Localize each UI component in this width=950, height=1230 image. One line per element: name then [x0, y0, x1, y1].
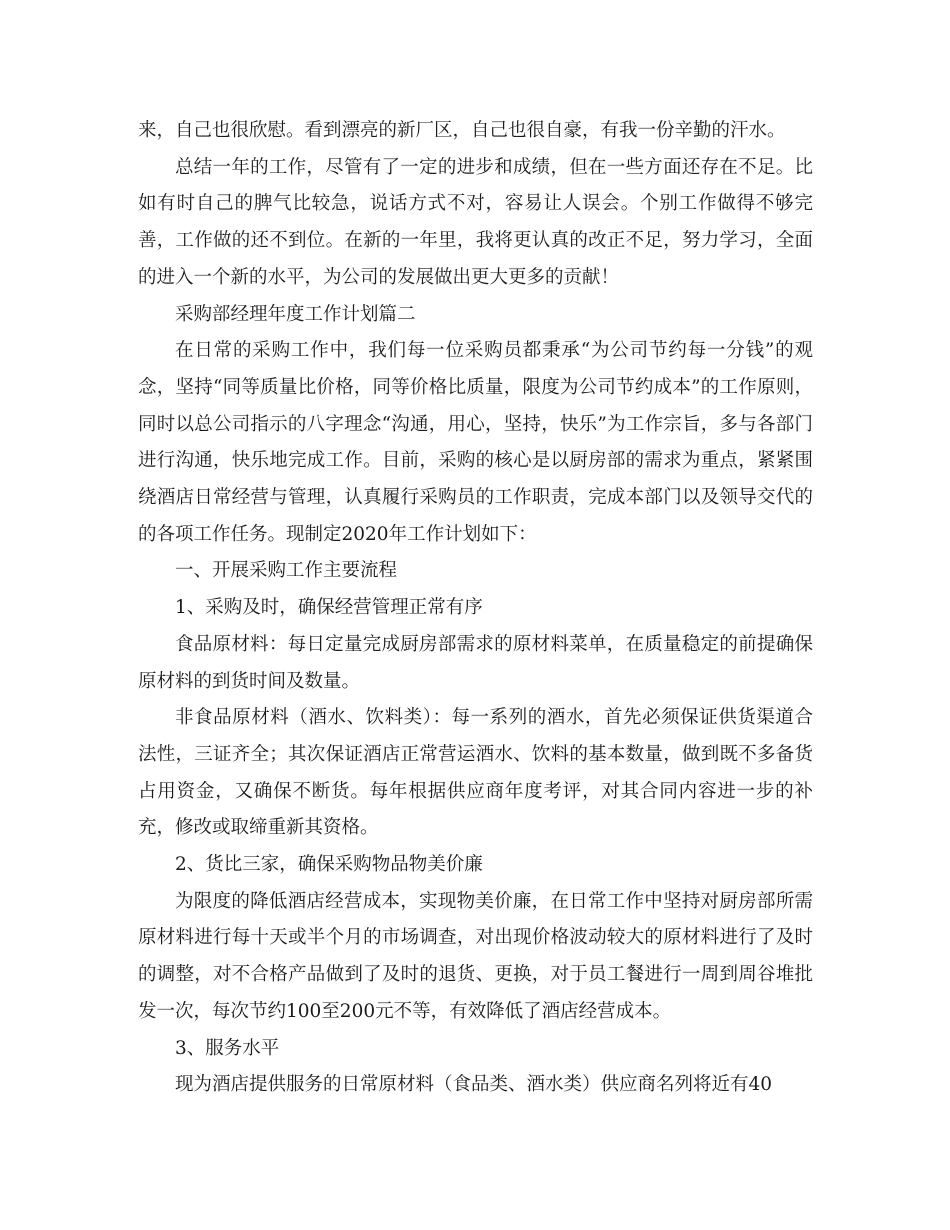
- paragraph-suppliers: 现为酒店提供服务的日常原材料（食品类、酒水类）供应商名列将近有40: [175, 1074, 773, 1096]
- paragraph-cost-control: 为限度的降低酒店经营成本，实现物美价廉，在日常工作中坚持对厨房部所需原材料进行每十天或半个月的市场调查，对出现价格波动较大的原材料进行了及时的调整，对不合格产品做到了及时的退货、更换，对于员工餐进行一周到周谷堆批发一次，每次节约100至200元不等，有效降低了酒店经营成本。: [138, 890, 813, 1022]
- document-body: [138, 113, 813, 1104]
- section-title: 采购部经理年度工作计划篇二: [175, 303, 416, 325]
- heading-item-3: 3、服务水平: [175, 1037, 280, 1059]
- paragraph-food-materials: 食品原材料：每日定量完成厨房部需求的原材料菜单，在质量稳定的前提确保原材料的到货时间及数量。: [138, 633, 813, 692]
- paragraph-intro: 在日常的采购工作中，我们每一位采购员都秉承“为公司节约每一分钱”的观念，坚持“同等质量比价格，同等价格比质量，限度为公司节约成本”的工作原则，同时以总公司指示的八字理念“沟通，用心，坚持，快乐”为工作宗旨，多与各部门进行沟通，快乐地完成工作。目前，采购的核心是以厨房部的需求为重点，紧紧围绕酒店日常经营与管理，认真履行采购员的工作职责，完成本部门以及领导交代的的各项工作任务。现制定2020年工作计划如下：: [138, 340, 813, 545]
- heading-item-1: 1、采购及时，确保经营管理正常有序: [175, 597, 483, 619]
- heading-item-2: 2、货比三家，确保采购物品物美价廉: [175, 854, 483, 876]
- paragraph-summary: 总结一年的工作，尽管有了一定的进步和成绩，但在一些方面还存在不足。比如有时自己的脾气比较急，说话方式不对，容易让人误会。个别工作做得不够完善，工作做的还不到位。在新的一年里，我将更认真的改正不足，努力学习，全面的进入一个新的水平，为公司的发展做出更大更多的贡献！: [138, 156, 813, 288]
- heading-level-1: 一、开展采购工作主要流程: [175, 560, 398, 582]
- paragraph-non-food-materials: 非食品原材料（酒水、饮料类）：每一系列的酒水，首先必须保证供货渠道合法性，三证齐全；其次保证酒店正常营运酒水、饮料的基本数量，做到既不多备货占用资金，又确保不断货。每年根据供应商年度考评，对其合同内容进一步的补充，修改或取缔重新其资格。: [138, 707, 813, 839]
- paragraph-continuation: 来，自己也很欣慰。看到漂亮的新厂区，自己也很自豪，有我一份辛勤的汗水。: [138, 120, 786, 141]
